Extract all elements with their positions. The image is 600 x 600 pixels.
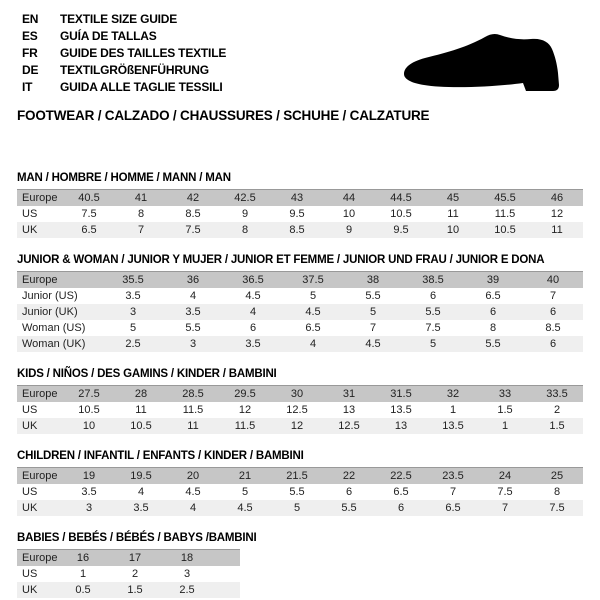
size-cell: 0.5	[75, 584, 91, 596]
size-cell: 8.5	[545, 322, 561, 334]
size-cell: 7.5	[549, 502, 565, 514]
size-cell: 2	[131, 568, 139, 580]
size-cell: 6.5	[305, 322, 321, 334]
size-cell: 4.5	[245, 290, 261, 302]
size-cell: 3.5	[133, 502, 149, 514]
size-cell: 44.5	[375, 190, 427, 207]
size-cell: 16	[57, 550, 109, 567]
size-cell: 4	[189, 502, 197, 514]
table-row-europe	[17, 190, 583, 207]
size-cell: 36.5	[223, 272, 283, 289]
size-cell: 5.5	[425, 306, 441, 318]
size-cell: 32	[427, 386, 479, 403]
row-label: Europe	[17, 468, 63, 485]
size-cell: 3	[189, 338, 197, 350]
size-cell: 4.5	[305, 306, 321, 318]
table-row-woman-uk	[17, 336, 583, 352]
language-code: ES	[22, 29, 38, 43]
size-cell: 3.5	[81, 486, 97, 498]
table-row-uk	[17, 418, 583, 434]
size-cell: 7.5	[497, 486, 513, 498]
table-title-kids: KIDS / NIÑOS / DES GAMINS / KINDER / BAMBINI	[17, 368, 277, 380]
size-cell: 9.5	[393, 224, 409, 236]
size-cell: 45	[427, 190, 479, 207]
size-cell: 13	[394, 420, 408, 432]
size-cell: 4	[137, 486, 145, 498]
size-cell: 46	[531, 190, 583, 207]
size-cell: 38	[343, 272, 403, 289]
table-row-junior-uk	[17, 304, 583, 320]
size-cell: 24	[479, 468, 531, 485]
size-section-babies	[17, 532, 583, 598]
size-cell: 6	[549, 338, 557, 350]
language-label: GUIDA ALLE TAGLIE TESSILI	[60, 80, 223, 94]
size-cell: 19	[63, 468, 115, 485]
row-label: Europe	[17, 386, 63, 403]
size-cell: 4.5	[237, 502, 253, 514]
size-cell: 4	[249, 306, 257, 318]
size-cell: 1.5	[497, 404, 513, 416]
language-row	[22, 28, 226, 45]
size-cell: 7.5	[81, 208, 97, 220]
size-table-children	[17, 467, 583, 516]
size-cell: 6	[397, 502, 405, 514]
size-cell: 6.5	[393, 486, 409, 498]
size-cell: 6.5	[445, 502, 461, 514]
size-cell: 1.5	[127, 584, 143, 596]
row-label: Woman (US)	[22, 322, 86, 334]
size-cell: 9.5	[289, 208, 305, 220]
size-cell: 18	[161, 550, 213, 567]
size-cell: 42.5	[219, 190, 271, 207]
size-cell: 5	[241, 486, 249, 498]
size-cell: 3.5	[185, 306, 201, 318]
size-cell: 10.5	[390, 208, 412, 220]
size-tables	[17, 172, 583, 600]
row-label: UK	[22, 584, 38, 596]
size-cell: 28.5	[167, 386, 219, 403]
table-title-children: CHILDREN / INFANTIL / ENFANTS / KINDER / BAMBINI	[17, 450, 304, 462]
size-cell: 30	[271, 386, 323, 403]
size-cell: 2.5	[179, 584, 195, 596]
table-title-babies: BABIES / BEBÉS / BÉBÉS / BABYS /BAMBINI	[17, 532, 257, 544]
size-cell: 8	[241, 224, 249, 236]
size-cell: 13	[342, 404, 356, 416]
size-cell: 28	[115, 386, 167, 403]
size-cell: 1	[501, 420, 509, 432]
table-row-us	[17, 566, 240, 582]
size-section-junior-woman	[17, 254, 583, 352]
row-label: Woman (UK)	[22, 338, 86, 350]
size-cell: 22	[323, 468, 375, 485]
size-cell: 7	[501, 502, 509, 514]
size-cell: 37.5	[283, 272, 343, 289]
table-row-europe	[17, 386, 583, 403]
table-row-uk	[17, 222, 583, 238]
size-cell: 10	[342, 208, 356, 220]
size-cell: 7.5	[425, 322, 441, 334]
size-cell: 44	[323, 190, 375, 207]
size-cell: 1	[449, 404, 457, 416]
size-cell: 45.5	[479, 190, 531, 207]
size-cell: 12	[550, 208, 564, 220]
size-cell: 6	[345, 486, 353, 498]
size-cell: 3	[85, 502, 93, 514]
size-cell: 7	[137, 224, 145, 236]
size-cell: 31	[323, 386, 375, 403]
size-cell: 11	[135, 404, 147, 416]
size-cell: 43	[271, 190, 323, 207]
language-row	[22, 79, 226, 96]
size-cell: 11	[551, 224, 563, 236]
size-cell: 17	[109, 550, 161, 567]
size-cell: 8	[489, 322, 497, 334]
size-cell: 10	[446, 224, 460, 236]
size-cell: 33	[479, 386, 531, 403]
size-cell: 31.5	[375, 386, 427, 403]
size-cell: 6	[249, 322, 257, 334]
size-cell: 2.5	[125, 338, 141, 350]
size-cell: 13.5	[442, 420, 464, 432]
size-cell: 5.5	[365, 290, 381, 302]
row-label: US	[22, 404, 38, 416]
filler-cell	[213, 582, 240, 598]
size-cell: 11	[187, 420, 199, 432]
size-cell: 6	[549, 306, 557, 318]
size-cell: 38.5	[403, 272, 463, 289]
language-row	[22, 62, 226, 79]
row-label: UK	[22, 224, 38, 236]
filler-cell	[213, 566, 240, 582]
row-label: UK	[22, 420, 38, 432]
size-cell: 9	[345, 224, 353, 236]
size-table-junior-woman	[17, 271, 583, 352]
size-section-children	[17, 450, 583, 516]
size-cell: 41	[115, 190, 167, 207]
filler-cell	[213, 550, 240, 567]
table-row-junior-us	[17, 288, 583, 304]
size-cell: 6	[429, 290, 437, 302]
size-cell: 4.5	[185, 486, 201, 498]
size-cell: 12.5	[338, 420, 360, 432]
size-cell: 3	[183, 568, 191, 580]
size-cell: 22.5	[375, 468, 427, 485]
row-label: Europe	[17, 272, 103, 289]
row-label: US	[22, 208, 38, 220]
size-cell: 11.5	[234, 420, 256, 432]
size-cell: 9	[241, 208, 249, 220]
size-cell: 4	[189, 290, 197, 302]
size-table-kids	[17, 385, 583, 434]
size-cell: 40	[523, 272, 583, 289]
size-cell: 7.5	[185, 224, 201, 236]
size-cell: 4.5	[365, 338, 381, 350]
size-cell: 2	[553, 404, 561, 416]
size-cell: 13.5	[390, 404, 412, 416]
row-label: US	[22, 568, 38, 580]
table-title-junior-woman: JUNIOR & WOMAN / JUNIOR Y MUJER / JUNIOR ET FEMME / JUNIOR UND FRAU / JUNIOR E DONA	[17, 254, 545, 266]
row-label: Europe	[17, 190, 63, 207]
row-label: Junior (UK)	[22, 306, 78, 318]
size-cell: 8.5	[289, 224, 305, 236]
size-cell: 35.5	[103, 272, 163, 289]
language-code: FR	[22, 46, 38, 60]
row-label: US	[22, 486, 38, 498]
size-cell: 20	[167, 468, 219, 485]
language-code: IT	[22, 80, 33, 94]
table-row-woman-us	[17, 320, 583, 336]
size-cell: 33.5	[531, 386, 583, 403]
size-cell: 23.5	[427, 468, 479, 485]
size-cell: 42	[167, 190, 219, 207]
table-row-us	[17, 206, 583, 222]
size-table-babies	[17, 549, 240, 598]
row-label: UK	[22, 502, 38, 514]
size-cell: 40.5	[63, 190, 115, 207]
size-cell: 12	[290, 420, 304, 432]
size-cell: 11.5	[182, 404, 204, 416]
size-cell: 3.5	[245, 338, 261, 350]
language-list	[22, 11, 226, 96]
size-cell: 10.5	[78, 404, 100, 416]
size-cell: 7	[549, 290, 557, 302]
size-cell: 5.5	[485, 338, 501, 350]
row-label: Europe	[17, 550, 57, 567]
size-cell: 10	[82, 420, 96, 432]
size-cell: 3.5	[125, 290, 141, 302]
size-cell: 7	[449, 486, 457, 498]
size-cell: 25	[531, 468, 583, 485]
size-cell: 8.5	[185, 208, 201, 220]
table-row-europe	[17, 468, 583, 485]
size-cell: 8	[553, 486, 561, 498]
size-section-man	[17, 172, 583, 238]
table-row-europe	[17, 550, 240, 567]
size-table-man	[17, 189, 583, 238]
size-cell: 5	[369, 306, 377, 318]
size-cell: 5.5	[341, 502, 357, 514]
table-row-uk	[17, 500, 583, 516]
size-cell: 8	[137, 208, 145, 220]
size-cell: 1.5	[549, 420, 565, 432]
size-cell: 21.5	[271, 468, 323, 485]
language-code: DE	[22, 63, 39, 77]
size-cell: 5	[293, 502, 301, 514]
size-cell: 5	[309, 290, 317, 302]
language-label: GUÍA DE TALLAS	[60, 29, 157, 43]
size-cell: 6.5	[81, 224, 97, 236]
language-label: TEXTILE SIZE GUIDE	[60, 12, 178, 26]
size-cell: 4	[309, 338, 317, 350]
table-row-europe	[17, 272, 583, 289]
table-row-us	[17, 484, 583, 500]
size-cell: 3	[129, 306, 137, 318]
size-cell: 6.5	[485, 290, 501, 302]
category-header: FOOTWEAR / CALZADO / CHAUSSURES / SCHUHE / CALZATURE	[17, 108, 430, 123]
size-cell: 39	[463, 272, 523, 289]
size-cell: 21	[219, 468, 271, 485]
language-row	[22, 11, 226, 28]
language-label: TEXTILGRÖßENFÜHRUNG	[60, 63, 209, 77]
size-cell: 5	[429, 338, 437, 350]
size-section-kids	[17, 368, 583, 434]
size-cell: 12	[238, 404, 252, 416]
size-cell: 11.5	[494, 208, 516, 220]
size-cell: 19.5	[115, 468, 167, 485]
size-cell: 5.5	[289, 486, 305, 498]
dress-shoe-icon	[399, 32, 577, 98]
size-cell: 6	[489, 306, 497, 318]
size-cell: 7	[369, 322, 377, 334]
size-cell: 5.5	[185, 322, 201, 334]
language-row	[22, 45, 226, 62]
size-cell: 29.5	[219, 386, 271, 403]
language-code: EN	[22, 12, 39, 26]
size-cell: 36	[163, 272, 223, 289]
table-row-uk	[17, 582, 240, 598]
table-row-us	[17, 402, 583, 418]
table-title-man: MAN / HOMBRE / HOMME / MANN / MAN	[17, 172, 231, 184]
size-cell: 10.5	[130, 420, 152, 432]
row-label: Junior (US)	[22, 290, 78, 302]
size-cell: 10.5	[494, 224, 516, 236]
language-label: GUIDE DES TAILLES TEXTILE	[60, 46, 227, 60]
size-cell: 12.5	[286, 404, 308, 416]
size-cell: 27.5	[63, 386, 115, 403]
size-cell: 11	[447, 208, 459, 220]
size-cell: 5	[129, 322, 137, 334]
size-cell: 1	[79, 568, 87, 580]
